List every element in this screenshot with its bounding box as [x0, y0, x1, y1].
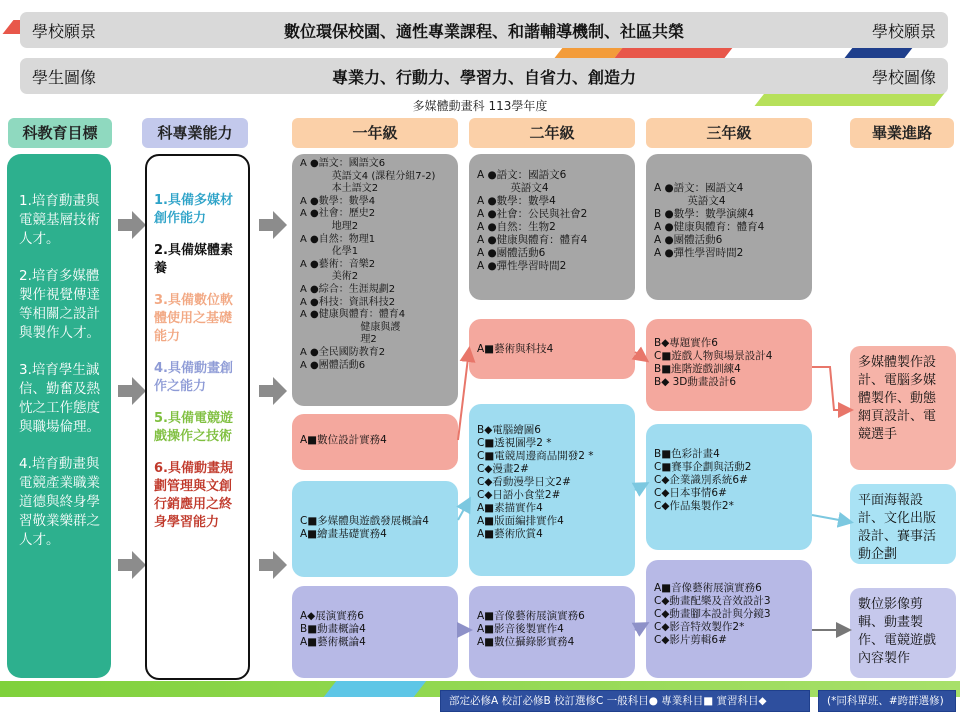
ability-item: 3.具備數位軟體使用之基礎能力 [154, 293, 233, 344]
ability-item: 2.具備媒體素養 [154, 243, 233, 276]
course-line: 地理2 [300, 220, 359, 232]
course-line: A■藝術與科技4 [477, 343, 554, 355]
course-line: C■電競周邊商品開發2 * [477, 450, 594, 462]
arrow-pink-y1-y2 [458, 350, 469, 440]
course-line: A ●語文：國語文6 [477, 169, 567, 181]
goal-item: 3.培育學生誠信、勤奮及熱忱之工作態度與職場倫理。 [19, 362, 100, 435]
course-line: A■數位設計實務4 [300, 434, 387, 446]
course-line: A■藝術欣賞4 [477, 528, 543, 540]
course-line: A ●數學：數學4 [477, 195, 556, 207]
course-line: A ●社會：歷史2 [300, 208, 376, 220]
course-line: C◆日本事情6# [654, 487, 727, 499]
goal-item: 4.培育動畫與電競產業職業道德與終身學習敬業樂群之人才。 [19, 456, 100, 548]
portrait-right-label: 學校圖像 [871, 67, 936, 87]
legend-course-types: 部定必修A 校訂必修B 校訂選修C 一般科目● 專業科目■ 實習科目◆ [440, 690, 810, 712]
course-line: C■多媒體與遊戲發展概論4 [300, 515, 429, 527]
portrait-left-label: 學生圖像 [32, 67, 97, 87]
course-line: A ●社會：公民與社會2 [477, 208, 588, 220]
course-line: C◆作品集製作2* [654, 500, 734, 512]
arrow-cyan-y1-y2 [458, 500, 469, 520]
career-multimedia-design: 多媒體製作設計、電腦多媒體製作、動態網頁設計、電競選手 [850, 346, 956, 470]
course-line: A ●數學：數學4 [300, 195, 376, 207]
col-year3-header: 三年級 [646, 118, 812, 148]
course-line: C◆動畫配樂及音效設計3 [654, 595, 771, 607]
course-line: 美術2 [300, 271, 359, 283]
decor-stripe-cyan [324, 681, 427, 697]
course-line: A ●彈性學習時間2 [477, 260, 567, 272]
course-line: 英語文4 [654, 195, 726, 207]
course-line: A ●健康與體育：體育4 [300, 309, 406, 321]
course-line: A■音像藝術展演實務6 [477, 610, 585, 622]
course-line: 理2 [300, 334, 377, 346]
career-graphic-design: 平面海報設計、文化出版設計、賽事活動企劃 [850, 484, 956, 564]
course-line: A ●彈性學習時間2 [654, 247, 744, 259]
course-line: 本土語文2 [300, 183, 379, 195]
course-line: 健康與護 [300, 321, 401, 333]
course-line: B■動畫概論4 [300, 623, 366, 635]
course-line: B◆電腦繪圖6 [477, 424, 541, 436]
arrow-pink-y2-y3 [635, 352, 646, 360]
vision-text: 數位環保校園、適性專業課程、和諧輔導機制、社區共榮 [283, 21, 684, 41]
course-line: C◆漫畫2# [477, 463, 529, 475]
course-line: C◆看動漫學日文2# [477, 476, 571, 488]
course-line: C◆影片剪輯6# [654, 634, 727, 646]
ability-item: 5.具備電競遊戲操作之技術 [154, 411, 233, 444]
course-line: 英語文4 (課程分組7-2) [300, 170, 436, 182]
ability-item: 6.具備動畫規劃管理與文創行銷應用之終身學習能力 [154, 461, 233, 530]
course-line: A■素描實作4 [477, 502, 543, 514]
course-line: A ●團體活動6 [300, 359, 366, 371]
arrow-lav-y2-y3 [635, 624, 646, 630]
course-line: B■色彩計畫4 [654, 448, 720, 460]
course-line: C■賽事企劃與活動2 [654, 461, 752, 473]
course-line: A ●團體活動6 [477, 247, 546, 259]
course-line: A ●自然：生物2 [477, 221, 556, 233]
vision-left-label: 學校願景 [32, 21, 97, 41]
ability-item: 4.具備動畫創作之能力 [154, 361, 233, 394]
course-line: C■遊戲人物與場景設計4 [654, 350, 773, 362]
col-abilities-header: 科專業能力 [142, 118, 248, 148]
course-line: A ●藝術：音樂2 [300, 258, 376, 270]
course-line: A■版面編排實作4 [477, 515, 564, 527]
col-career-header: 畢業進路 [850, 118, 954, 148]
course-line: B ●數學：數學演練4 [654, 208, 754, 220]
course-line: C◆日語小食堂2# [477, 489, 561, 501]
col-year1-header: 一年級 [292, 118, 458, 148]
career-video-animation: 數位影像剪輯、動畫製作、電競遊戲內容製作 [850, 588, 956, 678]
course-line: A■藝術概論4 [300, 636, 366, 648]
course-line: A ●語文：國語文6 [300, 158, 386, 169]
course-line: A■繪畫基礎實務4 [300, 528, 387, 540]
vision-right-label: 學校願景 [871, 21, 936, 41]
course-line: A ●健康與體育：體育4 [477, 234, 588, 246]
ability-item: 1.具備多媒材創作能力 [154, 193, 233, 226]
course-line: A ●全民國防教育2 [300, 346, 386, 358]
course-line: B■進階遊戲訓練4 [654, 363, 741, 375]
portrait-text: 專業力、行動力、學習力、自省力、創造力 [331, 67, 636, 87]
legend-notes: (*同科單班、#跨群選修) [818, 690, 956, 712]
goal-item: 1.培育動畫與電競基層技術人才。 [19, 193, 100, 247]
course-line: A ●自然：物理1 [300, 233, 376, 245]
arrow-pink-y3-career [812, 367, 850, 410]
arrow-cyan-y3-career [812, 515, 850, 522]
course-line: C◆動畫腳本設計與分鏡3 [654, 608, 771, 620]
course-line: A ●健康與體育：體育4 [654, 221, 765, 233]
course-line: A ●語文：國語文4 [654, 182, 744, 194]
course-line: A■音像藝術展演實務6 [654, 582, 762, 594]
course-line: A◆展演實務6 [300, 610, 364, 622]
goal-item: 2.培育多媒體製作視覺傳達等相關之設計與製作人才。 [19, 268, 100, 341]
course-line: A ●團體活動6 [654, 234, 723, 246]
course-line: A ●綜合：生涯規劃2 [300, 283, 396, 295]
course-line: C■透視圖學2 * [477, 437, 552, 449]
course-line: A ●科技：資訊科技2 [300, 296, 396, 308]
department-year-title: 多媒體動畫科 113學年度 [412, 99, 548, 113]
course-line: 英語文4 [477, 182, 549, 194]
course-line: 化學1 [300, 246, 359, 258]
course-line: C◆影音特效製作2* [654, 621, 745, 633]
arrow-cyan-y2-y3 [635, 484, 646, 490]
course-line: B◆ 3D動畫設計6 [654, 376, 737, 388]
course-line: C◆企業識別系統6# [654, 474, 748, 486]
course-line: B◆專題實作6 [654, 337, 718, 349]
col-year2-header: 二年級 [469, 118, 635, 148]
course-line: A■數位攝錄影實務4 [477, 636, 575, 648]
col-goals-header: 科教育目標 [8, 118, 112, 148]
course-line: A■影音後製實作4 [477, 623, 564, 635]
